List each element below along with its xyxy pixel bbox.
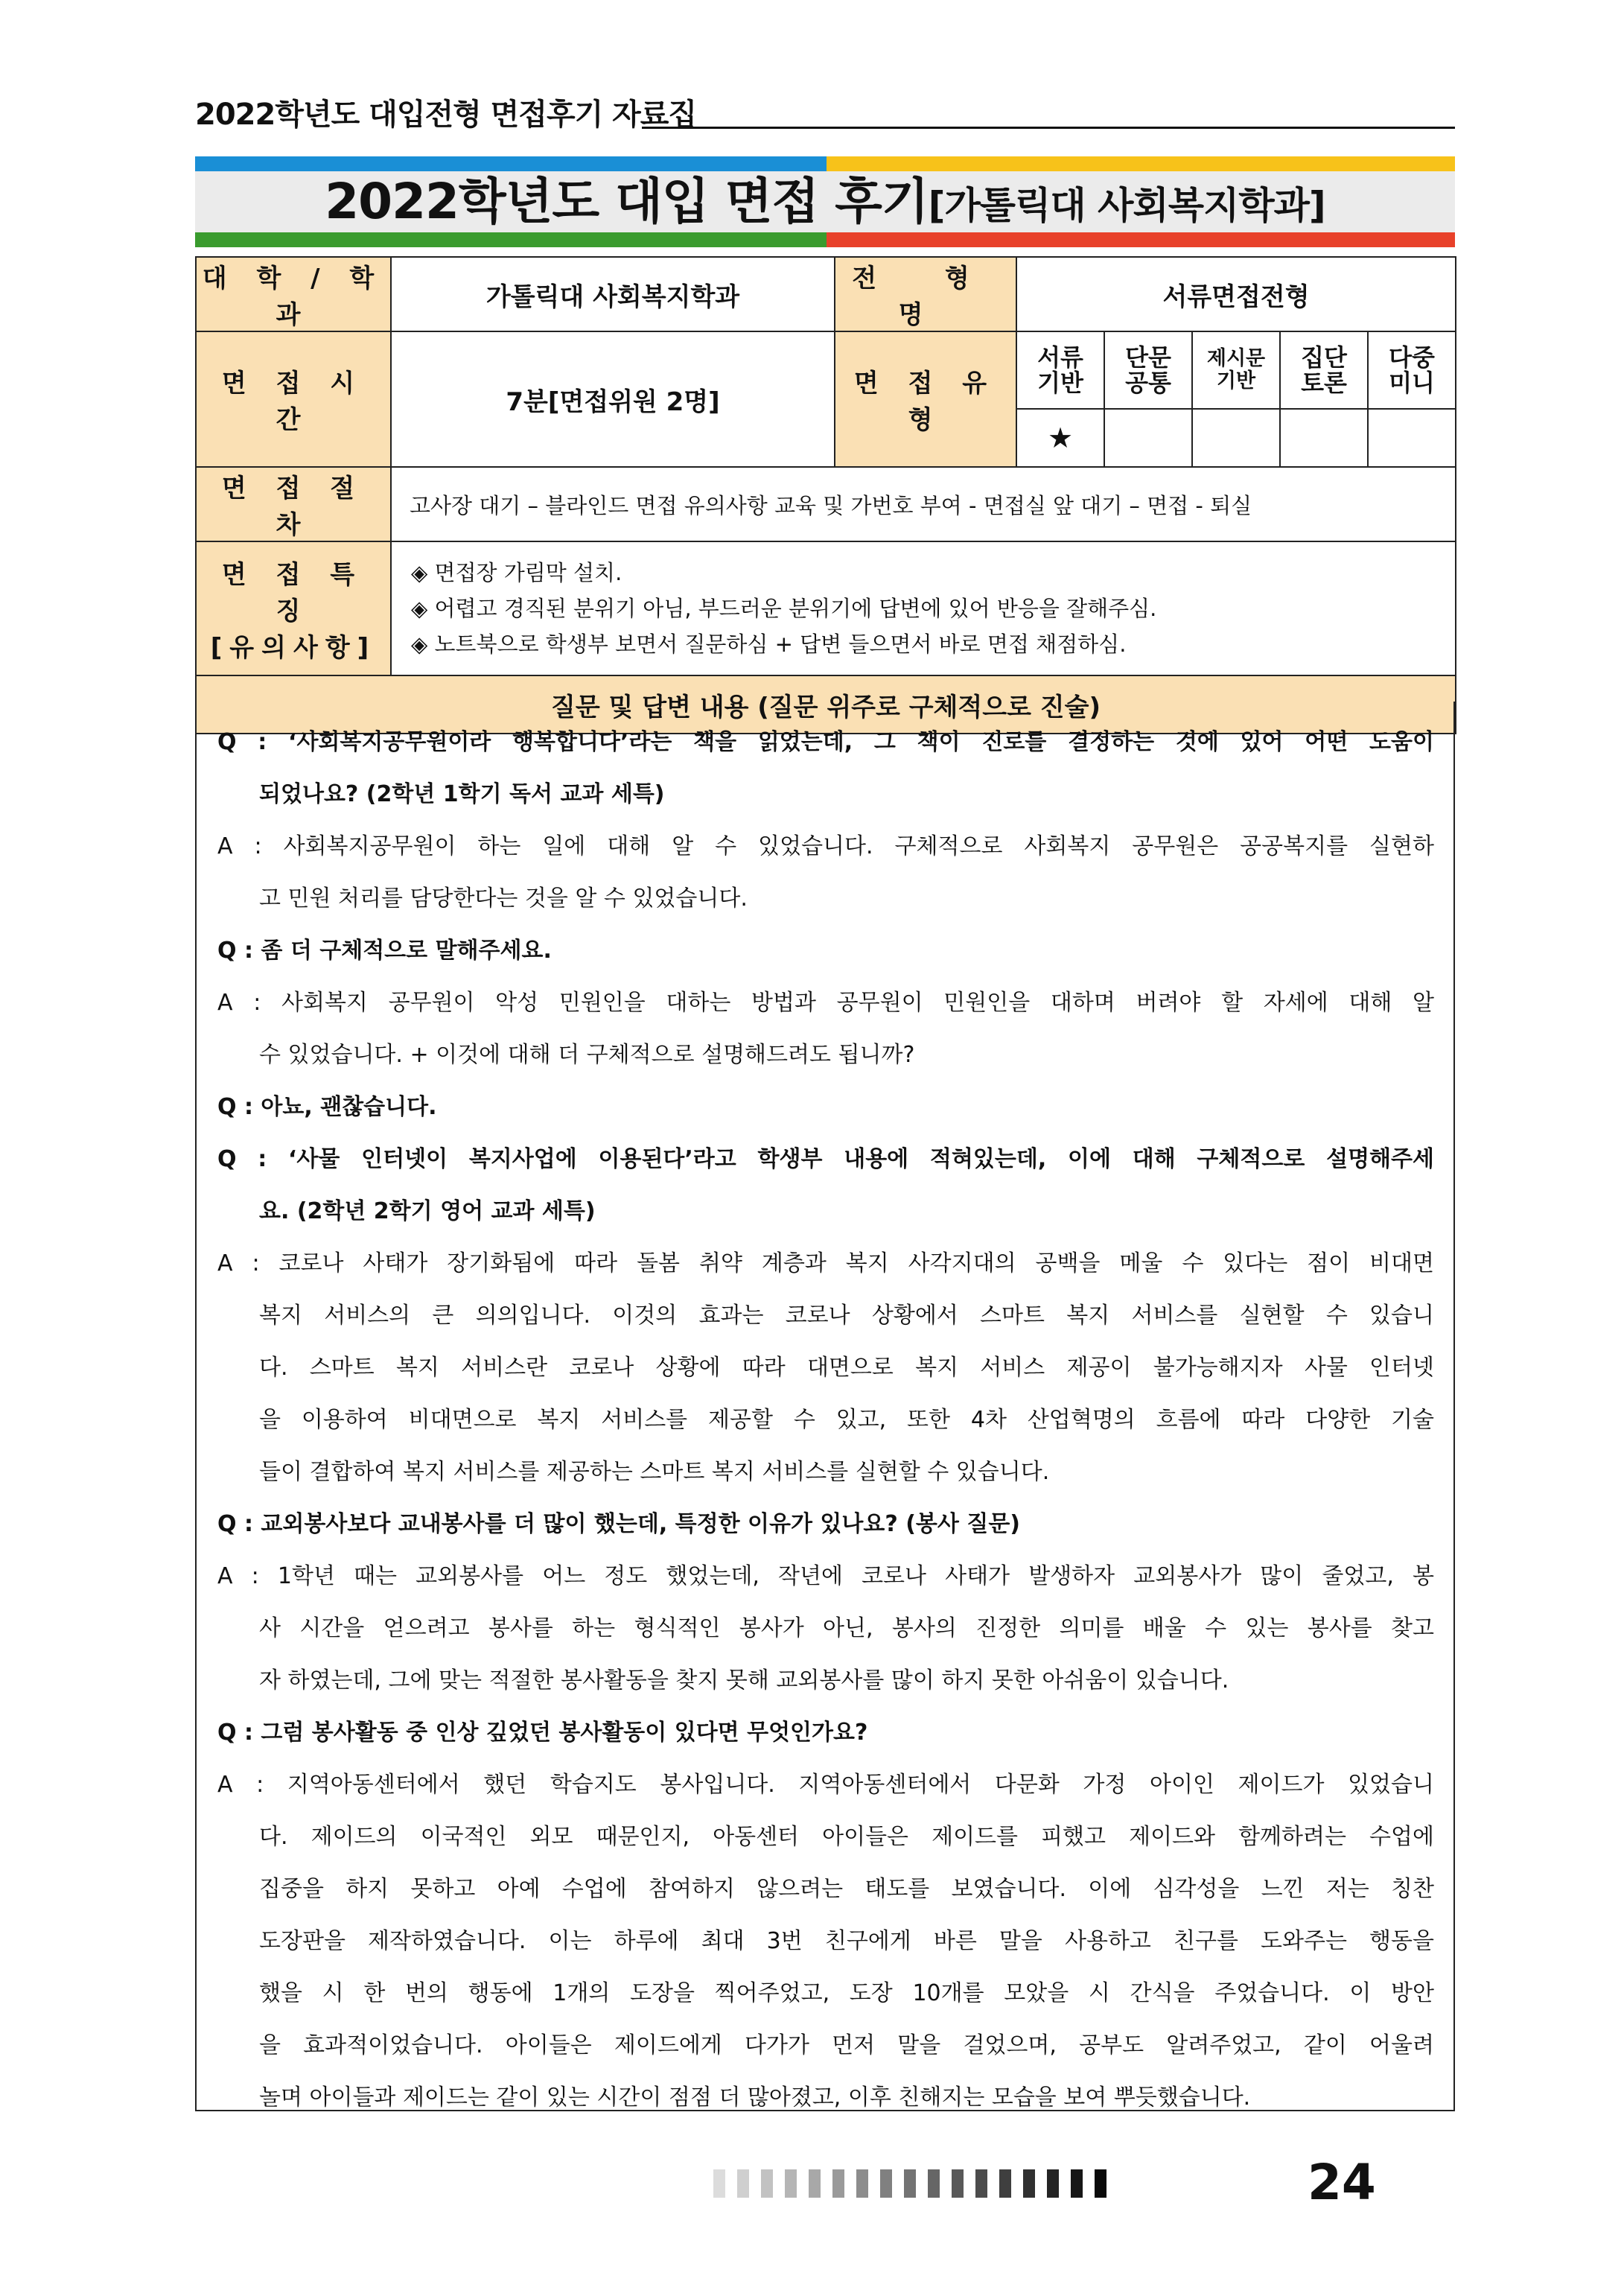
interview-time-label: 면 접 시 간 bbox=[196, 331, 391, 467]
progress-square-icon bbox=[1095, 2169, 1106, 2198]
progress-square-icon bbox=[809, 2169, 821, 2198]
feature-item: ◈ 노트북으로 학생부 보면서 질문하심 + 답변 들으면서 바로 면접 채점하심. bbox=[411, 632, 1127, 657]
track-value: 서류면접전형 bbox=[1016, 257, 1456, 331]
question-line: Q : 아뇨, 괜찮습니다. bbox=[217, 1094, 437, 1120]
progress-square-icon bbox=[832, 2169, 844, 2198]
progress-square-icon bbox=[880, 2169, 892, 2198]
progress-square-icon bbox=[952, 2169, 964, 2198]
interview-info-table bbox=[195, 256, 1456, 734]
answer-line: 을 이용하여 비대면으로 복지 서비스를 제공할 수 있고, 또한 4차 산업혁명의 흐름에 따라 다양한 기술 bbox=[259, 1407, 1434, 1433]
progress-square-icon bbox=[785, 2169, 797, 2198]
answer-line: 다. 스마트 복지 서비스란 코로나 상황에 따라 대면으로 복지 서비스 제공이 불가능해지자 사물 인터넷 bbox=[259, 1355, 1434, 1381]
answer-line: 수 있었습니다. + 이것에 대해 더 구체적으로 설명해드려도 됩니까? bbox=[259, 1042, 915, 1068]
qa-section-heading: 질문 및 답변 내용 (질문 위주로 구체적으로 진술) bbox=[196, 675, 1456, 734]
answer-line: A : 지역아동센터에서 했던 학습지도 봉사입니다. 지역아동센터에서 다문화 가정 아이인 제이드가 있었습니 bbox=[217, 1772, 1434, 1798]
answer-line: 고 민원 처리를 담당한다는 것을 알 수 있었습니다. bbox=[259, 885, 748, 912]
feature-item: ◈ 어렵고 경직된 분위기 아님, 부드러운 분위기에 답변에 있어 반응을 잘해주심. bbox=[411, 596, 1157, 621]
type-mark-empty bbox=[1192, 409, 1280, 467]
answer-line: 자 하였는데, 그에 맞는 적절한 봉사활동을 찾지 못해 교외봉사를 많이 하지 못한 아쉬움이 있습니다. bbox=[259, 1667, 1229, 1694]
type-mark-empty bbox=[1368, 409, 1456, 467]
progress-square-icon bbox=[737, 2169, 749, 2198]
school-label: 대 학 / 학 과 bbox=[196, 257, 391, 331]
title-band bbox=[195, 171, 1455, 232]
red-bar-segment bbox=[827, 232, 1455, 247]
type-multiple-mini: 다중 미니 bbox=[1368, 331, 1456, 409]
progress-square-icon bbox=[761, 2169, 773, 2198]
question-line: Q : ‘사물 인터넷이 복지사업에 이용된다’라고 학생부 내용에 적혀있는데, 이에 대해 구체적으로 설명해주세 bbox=[217, 1146, 1434, 1172]
procedure-label: 면 접 절 차 bbox=[196, 467, 391, 541]
answer-line: A : 사회복지공무원이 하는 일에 대해 알 수 있었습니다. 구체적으로 사회복지 공무원은 공공복지를 실현하 bbox=[217, 833, 1434, 859]
interview-type-label: 면 접 유 형 bbox=[835, 331, 1016, 467]
features-list bbox=[391, 541, 1456, 675]
page-number: 24 bbox=[1308, 2154, 1376, 2211]
answer-line: 도장판을 제작하였습니다. 이는 하루에 최대 3번 친구에게 바른 말을 사용하고 친구를 도와주는 행동을 bbox=[259, 1928, 1434, 1954]
answer-line: 복지 서비스의 큰 의의입니다. 이것의 효과는 코로나 상황에서 스마트 복지 서비스를 실현할 수 있습니 bbox=[259, 1303, 1434, 1329]
procedure-value: 고사장 대기 – 블라인드 면접 유의사항 교육 및 가번호 부여 - 면접실 앞 대기 – 면접 - 퇴실 bbox=[391, 467, 1456, 541]
question-line: Q : 그럼 봉사활동 중 인상 깊었던 봉사활동이 있다면 무엇인가요? bbox=[217, 1720, 868, 1746]
feature-item: ◈ 면접장 가림막 설치. bbox=[411, 560, 622, 585]
yellow-bar-segment bbox=[827, 156, 1455, 171]
question-line: Q : 교외봉사보다 교내봉사를 더 많이 했는데, 특정한 이유가 있나요? (봉사 질문) bbox=[217, 1511, 1021, 1537]
progress-square-icon bbox=[856, 2169, 868, 2198]
page-subtitle: [가톨릭대 사회복지학과] bbox=[928, 184, 1325, 227]
track-label: 전 형 명 bbox=[835, 257, 1016, 331]
type-document-based: 서류 기반 bbox=[1016, 331, 1104, 409]
type-mark-empty bbox=[1280, 409, 1368, 467]
title-top-color-bar bbox=[195, 156, 1455, 171]
progress-square-icon bbox=[1071, 2169, 1083, 2198]
type-short-common: 단문 공통 bbox=[1104, 331, 1192, 409]
question-line: Q : 좀 더 구체적으로 말해주세요. bbox=[217, 938, 552, 964]
title-bottom-color-bar bbox=[195, 232, 1455, 247]
answer-line: 들이 결합하여 복지 서비스를 제공하는 스마트 복지 서비스를 실현할 수 있습니다. bbox=[259, 1459, 1050, 1485]
type-passage-based: 제시문 기반 bbox=[1192, 331, 1280, 409]
answer-line: A : 사회복지 공무원이 악성 민원인을 대하는 방법과 공무원이 민원인을 대하며 버려야 할 자세에 대해 알 bbox=[217, 990, 1434, 1016]
type-group-discussion: 집단 토론 bbox=[1280, 331, 1368, 409]
progress-square-icon bbox=[904, 2169, 916, 2198]
progress-square-icon bbox=[1047, 2169, 1059, 2198]
features-label: 면 접 특 징 [유의사항] bbox=[196, 541, 391, 675]
progress-square-icon bbox=[928, 2169, 940, 2198]
answer-line: A : 코로나 사태가 장기화됨에 따라 돌봄 취약 계층과 복지 사각지대의 공백을 메울 수 있다는 점이 비대면 bbox=[217, 1250, 1434, 1276]
progress-square-icon bbox=[1023, 2169, 1035, 2198]
interview-time-value: 7분[면접위원 2명] bbox=[391, 331, 835, 467]
question-line: 요. (2학년 2학기 영어 교과 세특) bbox=[259, 1198, 596, 1224]
school-value: 가톨릭대 사회복지학과 bbox=[391, 257, 835, 331]
progress-square-icon bbox=[975, 2169, 987, 2198]
type-mark-star-icon: ★ bbox=[1016, 409, 1104, 467]
answer-line: 을 효과적이었습니다. 아이들은 제이드에게 다가가 먼저 말을 걸었으며, 공부도 알려주었고, 같이 어울려 bbox=[259, 2032, 1434, 2058]
answer-line: 사 시간을 얻으려고 봉사를 하는 형식적인 봉사가 아닌, 봉사의 진정한 의미를 배울 수 있는 봉사를 찾고 bbox=[259, 1615, 1434, 1641]
page-title: 2022학년도 대입 면접 후기 bbox=[325, 173, 929, 230]
question-line: 되었나요? (2학년 1학기 독서 교과 세특) bbox=[259, 781, 665, 807]
answer-line: 집중을 하지 못하고 아예 수업에 참여하지 않으려는 태도를 보였습니다. 이에 심각성을 느낀 저는 칭찬 bbox=[259, 1876, 1434, 1902]
progress-square-icon bbox=[999, 2169, 1011, 2198]
green-bar-segment bbox=[195, 232, 827, 247]
answer-line: A : 1학년 때는 교외봉사를 어느 정도 했었는데, 작년에 코로나 사태가 발생하자 교외봉사가 많이 줄었고, 봉 bbox=[217, 1563, 1434, 1589]
question-line: Q : ‘사회복지공무원이라 행복합니다’라는 책을 읽었는데, 그 책이 진로를 결정하는 것에 있어 어떤 도움이 bbox=[217, 729, 1434, 755]
answer-line: 놀며 아이들과 제이드는 같이 있는 시간이 점점 더 많아졌고, 이후 친해지는 모습을 보여 뿌듯했습니다. bbox=[259, 2084, 1251, 2111]
header-underline bbox=[642, 127, 1455, 129]
qa-lines bbox=[217, 716, 1434, 2124]
answer-line: 다. 제이드의 이국적인 외모 때문인지, 아동센터 아이들은 제이드를 피했고 제이드와 함께하려는 수업에 bbox=[259, 1824, 1434, 1850]
page-progress-squares bbox=[713, 2169, 1106, 2198]
type-mark-empty bbox=[1104, 409, 1192, 467]
blue-bar-segment bbox=[195, 156, 827, 171]
qa-content-box bbox=[195, 702, 1455, 2111]
progress-square-icon bbox=[713, 2169, 725, 2198]
answer-line: 했을 시 한 번의 행동에 1개의 도장을 찍어주었고, 도장 10개를 모았을 시 간식을 주었습니다. 이 방안 bbox=[259, 1980, 1434, 2006]
document-header-title: 2022학년도 대입전형 면접후기 자료집 bbox=[195, 98, 697, 132]
